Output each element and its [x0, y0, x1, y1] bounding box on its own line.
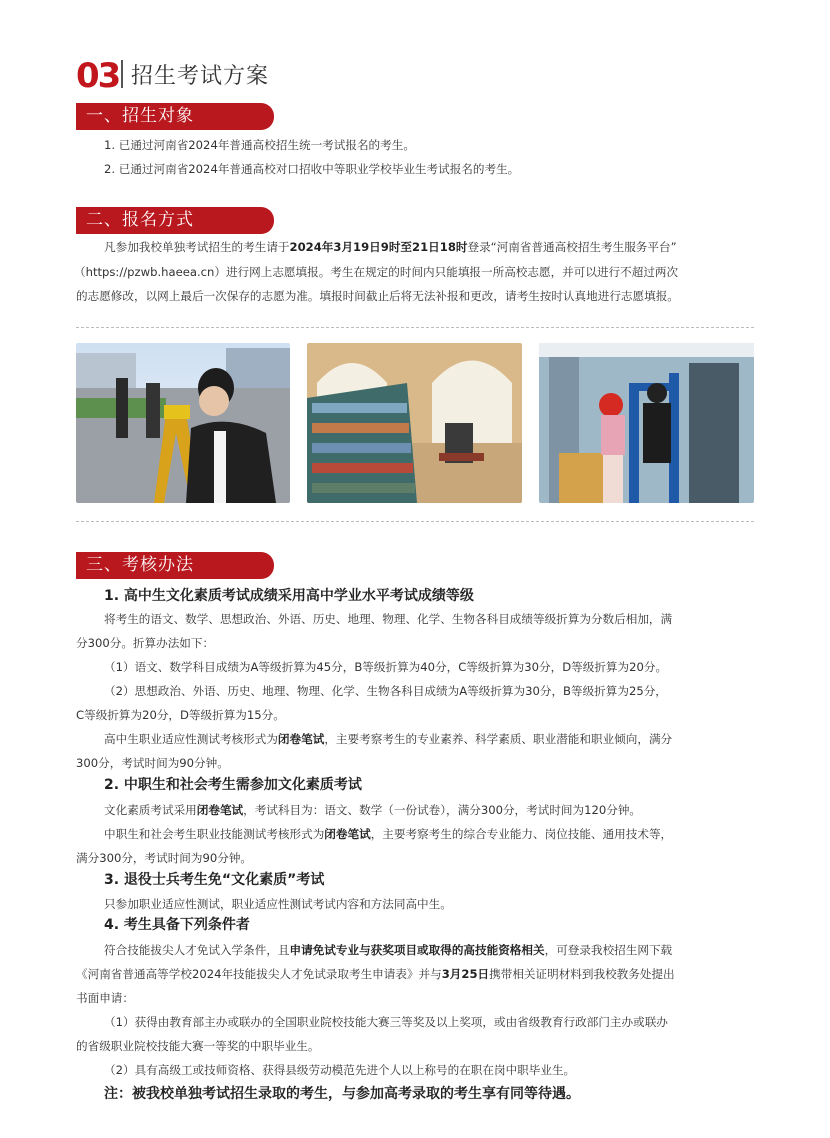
- section-title-2: 二、报名方式: [76, 207, 274, 234]
- text-line: 符合技能拔尖人才免试入学条件，且申请免试专业与获奖项目或取得的高技能资格相关，可登录我校招生网下载: [104, 943, 673, 957]
- signup-para-line-1: 凡参加我校单独考试招生的考生请于2024年3月19日9时至21日18时登录“河南省普通高校招生考生服务平台”: [104, 240, 677, 254]
- signup-para-line-2: （https://pzwb.haeea.cn）进行网上志愿填报。考生在规定的时间内只能填报一所高校志愿，并可以进行不超过两次: [74, 265, 679, 279]
- photo-elevator-training: [539, 343, 754, 503]
- text-line: 分300分。折算办法如下：: [76, 636, 215, 650]
- section-title-1: 一、招生对象: [76, 103, 274, 130]
- text-line: （2）具有高级工或技师资格、获得县级劳动模范先进个人以上称号的在职在岗中职毕业生。: [104, 1063, 576, 1077]
- text-line: 中职生和社会考生职业技能测试考核形式为闭卷笔试，主要考察考生的综合专业能力、岗位技能、通用技术等，: [104, 827, 673, 841]
- text-line: （1）获得由教育部主办或联办的全国职业院校技能大赛三等奖及以上奖项，或由省级教育行政部门主办或联办: [104, 1015, 668, 1029]
- text-line: 300分，考试时间为90分钟。: [76, 756, 229, 770]
- target-item-2: 2. 已通过河南省2024年普通高校对口招收中等职业学校毕业生考试报名的考生。: [104, 162, 520, 176]
- text-line: （2）思想政治、外语、历史、地理、物理、化学、生物各科目成绩为A等级折算为30分，B等级折算为25分，: [104, 684, 667, 698]
- subheading-2: 2. 中职生和社会考生需参加文化素质考试: [104, 777, 362, 793]
- section-title-3: 三、考核办法: [76, 552, 274, 579]
- photo-library: [307, 343, 522, 503]
- text-line: 将考生的语文、数学、思想政治、外语、历史、地理、物理、化学、生物各科目成绩等级折算为分数后相加，满: [104, 612, 673, 626]
- subheading-3: 3. 退役士兵考生免“文化素质”考试: [104, 872, 325, 888]
- signup-para-line-3: 的志愿修改，以网上最后一次保存的志愿为准。填报时间截止后将无法补报和更改，请考生按时认真地进行志愿填报。: [76, 289, 679, 303]
- target-item-1: 1. 已通过河南省2024年普通高校招生统一考试报名的考生。: [104, 138, 415, 152]
- text-line: 高中生职业适应性测试考核形式为闭卷笔试，主要考察考生的专业素养、科学素质、职业潜能和职业倾向，满分: [104, 732, 673, 746]
- note: 注：被我校单独考试招生录取的考生，与参加高考录取的考生享有同等待遇。: [104, 1086, 580, 1102]
- text-line: 满分300分，考试时间为90分钟。: [76, 851, 253, 865]
- text-line: 书面申请：: [76, 991, 134, 1005]
- subheading-1: 1. 高中生文化素质考试成绩采用高中学业水平考试成绩等级: [104, 588, 474, 604]
- text-line: 文化素质考试采用闭卷笔试，考试科目为：语文、数学（一份试卷），满分300分，考试时间为120分钟。: [104, 803, 642, 817]
- header-divider: [121, 60, 123, 88]
- text-line: 《河南省普通高等学校2024年技能拔尖人才免试录取考生申请表》并与3月25日携带相关证明材料到我校教务处提出: [76, 967, 675, 981]
- section-number: 03: [76, 56, 120, 96]
- page-title: 招生考试方案: [131, 64, 270, 89]
- divider-bottom: [76, 521, 754, 522]
- text-line: （1）语文、数学科目成绩为A等级折算为45分，B等级折算为40分，C等级折算为30分，D等级折算为20分。: [104, 660, 668, 674]
- subheading-4: 4. 考生具备下列条件者: [104, 917, 250, 933]
- text-line: 只参加职业适应性测试，职业适应性测试考试内容和方法同高中生。: [104, 897, 452, 911]
- photo-surveying: [76, 343, 290, 503]
- text-line: 的省级职业院校技能大赛一等奖的中职毕业生。: [76, 1039, 320, 1053]
- text-line: C等级折算为20分，D等级折算为15分。: [76, 708, 285, 722]
- divider-top: [76, 327, 754, 328]
